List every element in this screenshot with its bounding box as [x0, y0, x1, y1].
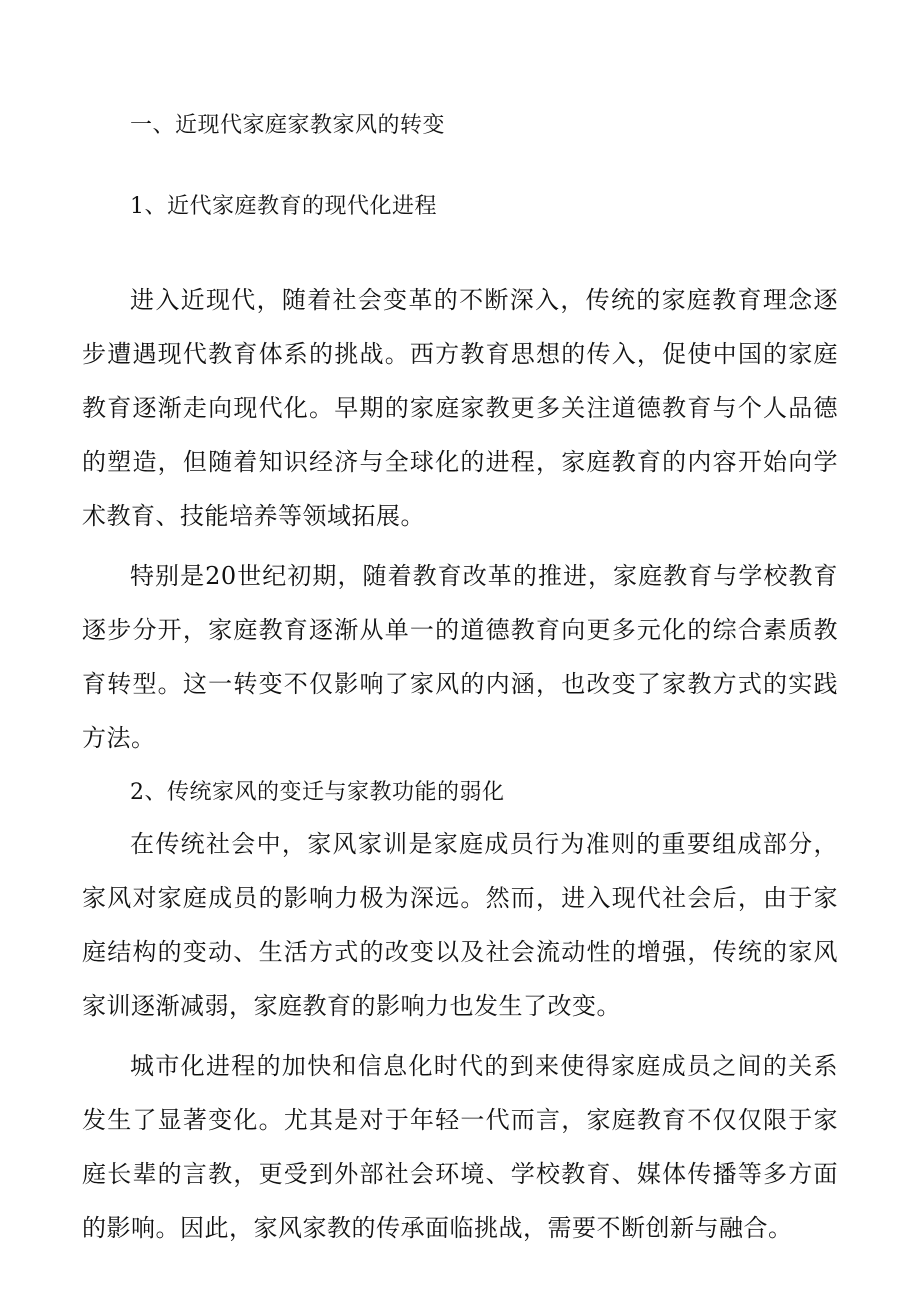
document-body: [82, 104, 838, 1261]
subsection-title-1: 1、近代家庭教育的现代化进程: [130, 194, 437, 219]
section-title: 一、近现代家庭家教家风的转变: [130, 113, 446, 138]
subsection-title-2: 2、传统家风的变迁与家教功能的弱化: [130, 780, 505, 805]
paragraph-2: 特别是20世纪初期，随着教育改革的推进，家庭教育与学校教育逐步分开，家庭教育逐渐从单一的道德教育向更多元化的综合素质教育转型。这一转变不仅影响了家风的内涵，也改变了家教方式的实践方法。: [82, 562, 838, 752]
paragraph-4: 城市化进程的加快和信息化时代的到来使得家庭成员之间的关系发生了显著变化。尤其是对于年轻一代而言，家庭教育不仅仅限于家庭长辈的言教，更受到外部社会环境、学校教育、媒体传播等多方面的影响。因此，家风家教的传承面临挑战，需要不断创新与融合。: [82, 1052, 838, 1242]
paragraph-1: 进入近现代，随着社会变革的不断深入，传统的家庭教育理念逐步遭遇现代教育体系的挑战。西方教育思想的传入，促使中国的家庭教育逐渐走向现代化。早期的家庭家教更多关注道德教育与个人品德的塑造，但随着知识经济与全球化的进程，家庭教育的内容开始向学术教育、技能培养等领域拓展。: [82, 286, 838, 530]
paragraph-3: 在传统社会中，家风家训是家庭成员行为准则的重要组成部分，家风对家庭成员的影响力极为深远。然而，进入现代社会后，由于家庭结构的变动、生活方式的改变以及社会流动性的增强，传统的家风家训逐渐减弱，家庭教育的影响力也发生了改变。: [82, 830, 838, 1020]
